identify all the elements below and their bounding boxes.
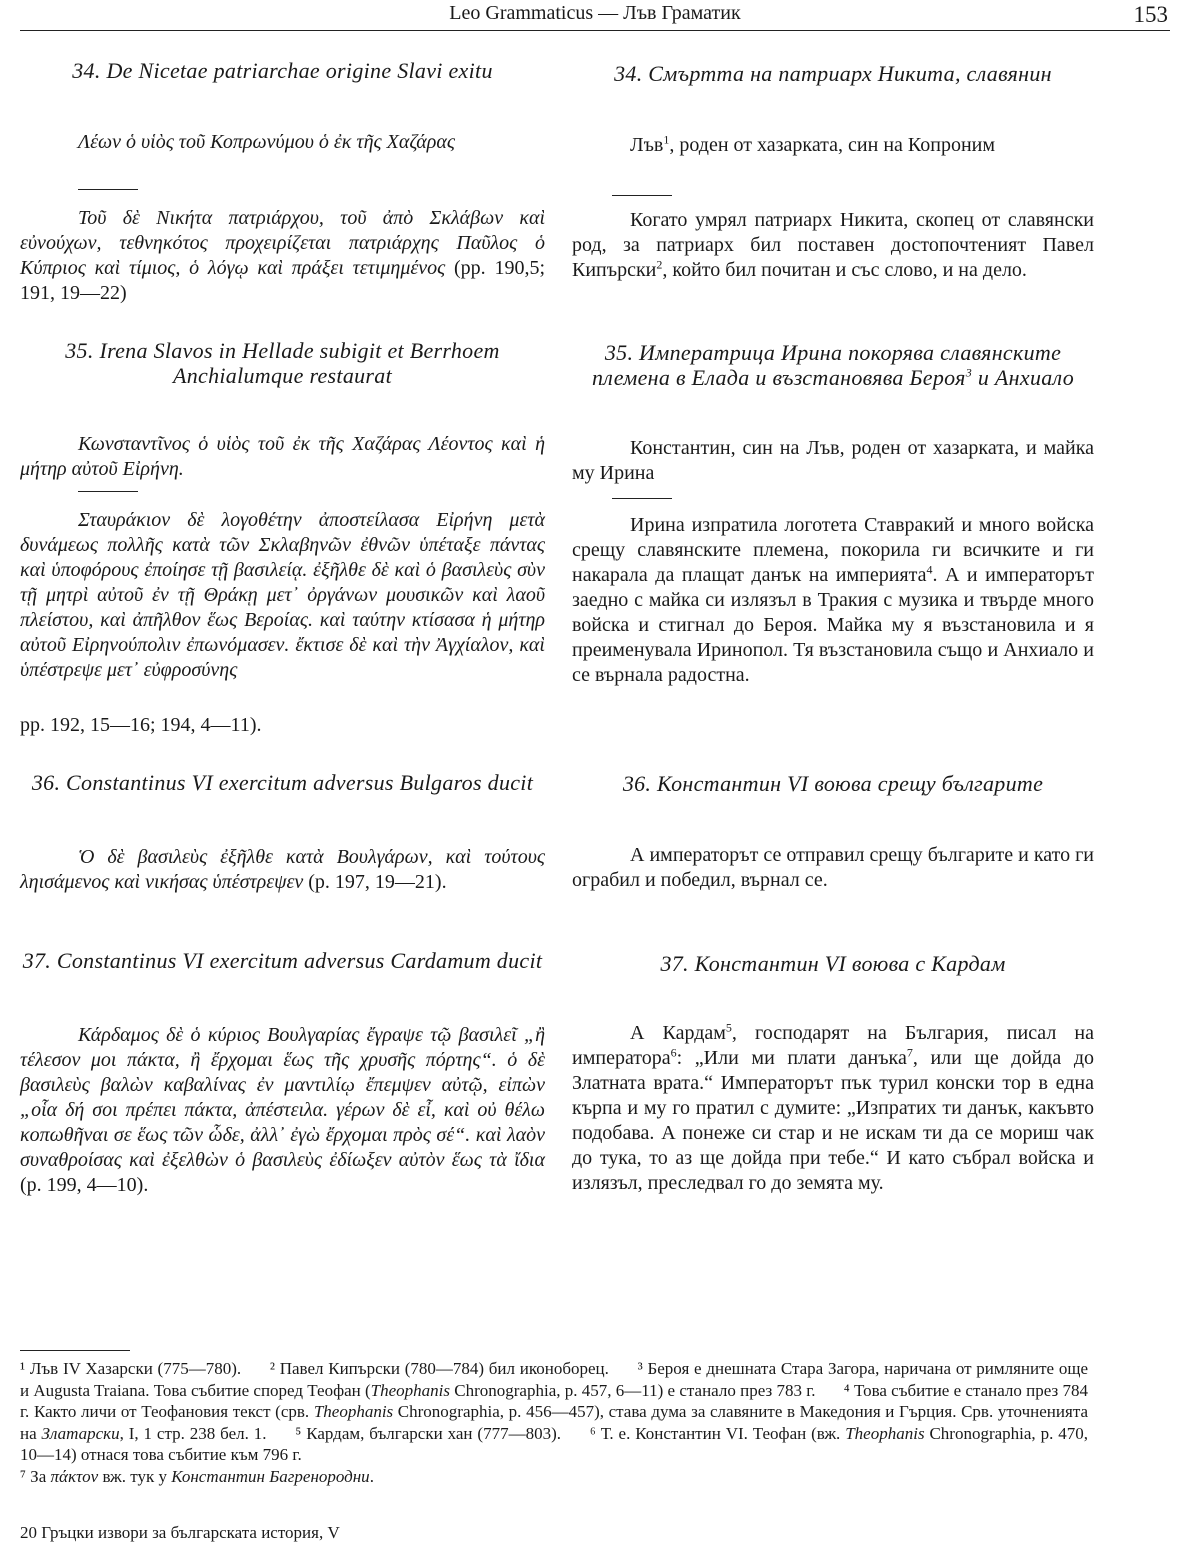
text-run: ⁶ Т. е. Константин VI. Теофан (вж.: [589, 1423, 846, 1443]
greek-text: Κάρδαμος δὲ ὁ κύριος Βουλγαρίας ἔγραψε τῷ βασιλεῖ „ἢ τέλεσον μοι πάκτα, ἢ ἔρχομαι ἕως τῆς χρυσῆς πόρτης“. ὁ δὲ βασιλεὺς βαλὼν καβαλίνας ἐν μαντιλίῳ ἔπεμψεν αὐτῷ, εἰπὼν „οἷα δή σοι πρέπει πάκτα, ἀπέστειλα. γέρων δὲ εἶ, καὶ οὐ θέλω κοπωθῆναι σε ἕως τῶν ὧδε, ἀλλ᾿ ἐγὼ ἔρχομαι πρὸς σέ“. καὶ λαὸν συναθροίσας καὶ ἐξελθὼν ὁ βασιλεὺς ἐδίωξεν αὐτὸν ἕως τὰ ἴδια: [20, 1024, 545, 1171]
footnotes: [20, 1358, 1088, 1487]
printer-signature: 20 Гръцки извори за българската история, V: [20, 1523, 340, 1542]
footnote-ref: 1: [663, 132, 670, 147]
section-34-latin-heading: 34. De Nicetae patriarchae origine Slavi exitu: [72, 58, 493, 83]
section-35-latin-heading: 35. Irena Slavos in Hellade subigit et Berrhoem Anchialumque restaurat: [65, 338, 500, 388]
footnote-5: ⁵ Кардам, български хан (777—803).: [295, 1423, 561, 1443]
text-run: Когато умрял патриарх Никита, скопец от славянски род, за патриарх бил поставен достопочтеният Павел Кипърски: [572, 209, 1094, 281]
text-run: Chronographia, p. 457, 6—11) е станало през 783 г.: [450, 1380, 816, 1400]
footnote-ref: 5: [725, 1020, 732, 1035]
footnote-ref: 4: [926, 562, 933, 577]
page-number: 153: [1133, 2, 1168, 27]
separator-rule: [612, 195, 672, 196]
section-36-bulgarian-text: А императорът се отправил срещу българите и като ги ограбил и победил, върнал се.: [572, 844, 1094, 891]
text-run: .: [369, 1466, 374, 1486]
section-35-bulgarian-heading: [572, 340, 1094, 390]
text-run: Златарски: [41, 1423, 120, 1443]
section-37-bulgarian-heading: 37. Константин VI воюва с Кардам: [660, 951, 1006, 976]
greek-text: Τοῦ δὲ Νικήτα πατριάρχου, τοῦ ἀπὸ Σκλάβων καὶ εὐνούχων, τεθνηκότος προχειρίζεται πατριάρχης Παῦλος ὁ Κύπριος καὶ τίμιος, ὁ λόγῳ καὶ πράξει τετιμημένος: [20, 207, 545, 279]
text-run: и Анхиало: [972, 365, 1075, 390]
text-run: πάκτον: [50, 1466, 99, 1486]
section-34-bulgarian-text: [572, 208, 1094, 283]
section-36-greek-text: [20, 845, 545, 895]
text-run: . А и императорът заедно с майка си излязъл в Тракия с музика и твърде много войска и стигнал до Бероя. Майка му я възстановила и я преименувала Иринопол. Тя възстановила също и Анхиало и се върнала радостна.: [572, 564, 1094, 686]
text-run: , I, 1 стр. 238 бел. 1.: [119, 1423, 267, 1443]
section-37-greek-text: [20, 1023, 545, 1198]
source-reference: (p. 197, 19—21).: [303, 871, 447, 893]
text-run: ⁷ За: [20, 1466, 51, 1486]
text-run: , или ще дойда до Златната врата.“ Императорът пък турил конски тор в една кърпа и му го пратил с думите: „Изпратих ти данък, какъвто подобава. А понеже си стар и не искам ти да се мориш чак до тука, то аз ще дойда при тебе.“ И като събрал войска и излязъл, преследвал го до земята му.: [572, 1047, 1094, 1194]
section-35-greek-lemma: Κωνσταντῖνος ὁ υἱὸς τοῦ ἐκ τῆς Χαζάρας Λέοντος καὶ ἡ μήτηρ αὐτοῦ Εἰρήνη.: [20, 433, 545, 480]
text-run: 35. Императрица Ирина покорява славянските племена в Елада и възстановява Бероя: [591, 340, 1062, 390]
text-run: , роден от хазарката, син на Копроним: [669, 134, 996, 156]
text-run: ³ Бероя е днешната Стара Загора, наричана от римляните още и Augusta Traiana. Това събитие според Теофан (: [20, 1359, 1088, 1400]
text-run: , господарят на България, писал на императора: [572, 1022, 1094, 1069]
section-36-latin-heading: 36. Constantinus VI exercitum adversus Bulgaros ducit: [31, 770, 534, 795]
section-34-bulgarian-lemma: [572, 133, 1094, 158]
section-35-bulgarian-text: [572, 513, 1094, 688]
text-run: : „Или ми плати данъка: [676, 1047, 907, 1069]
text-run: , който бил почитан и със слово, и на дело.: [662, 259, 1027, 281]
footnote-7: [20, 1467, 374, 1486]
running-title: Leo Grammaticus — Лъв Граматик: [449, 2, 741, 24]
text-run: Лъв: [630, 134, 664, 156]
section-34-bulgarian-heading: 34. Смъртта на патриарх Никита, славянин: [614, 61, 1052, 86]
running-header: [20, 0, 1170, 31]
section-35-greek-text: Σταυράκιον δὲ λογοθέτην ἀποστείλασα Εἰρήνη μετὰ δυνάμεως πολλῆς κατὰ τῶν Σκλαβηνῶν ἐθνῶν ὑπέταξε πάντας καὶ ὑποφόρους ἐποίησε τῇ βασιλείᾳ. ἐξῆλθε δὲ καὶ ὁ βασιλεὺς σὺν τῇ μητρὶ αὐτοῦ ἐν τῇ Θράκῃ μετ᾿ ὀργάνων μουσικῶν καὶ λαοῦ πλείστου, καὶ ἀπῆλθον ἕως Βεροίας. καὶ ταύτην κτίσασα ἡ μήτηρ αὐτοῦ Εἰρηνούπολιν ἐπωνόμασεν. ἔκτισε δὲ καὶ τὴν Ἀγχίαλον, καὶ ὑπέστρεψε μετ᾿ εὐφροσύνης: [20, 509, 545, 681]
text-run: ⁴ Това събитие е станало през 784 г. Както личи от Теофановия текст (срв.: [20, 1380, 1088, 1421]
footnote-ref: 7: [906, 1045, 913, 1060]
separator-rule: [78, 189, 138, 190]
text-run: Theophanis: [845, 1423, 925, 1443]
source-reference: (p. 199, 4—10).: [20, 1174, 149, 1196]
section-37-bulgarian-text: [572, 1021, 1094, 1196]
footnote-2: ² Павел Кипърски (780—784) бил иконоборец.: [269, 1359, 609, 1378]
separator-rule: [612, 498, 672, 499]
text-run: Chronographia, p. 456—457), става дума за славяните в Македония и Гърция. Срв. уточненията на: [20, 1402, 1088, 1443]
separator-rule: [78, 491, 138, 492]
greek-text: Ὁ δὲ βασιλεὺς ἐξῆλθε κατὰ Βουλγάρων, καὶ τούτους ληισάμενος καὶ νικήσας ὑπέστρεψεν: [20, 846, 545, 893]
section-36-bulgarian-heading: 36. Константин VI воюва срещу българите: [622, 771, 1044, 796]
text-run: Theophanis: [313, 1402, 394, 1421]
text-run: вж. тук у: [98, 1466, 172, 1486]
source-reference: (pp. 190,5; 191, 19—22): [20, 257, 545, 304]
text-run: Константин Багренородни: [171, 1466, 370, 1486]
section-35-bulgarian-lemma: Константин, син на Лъв, роден от хазарката, и майка му Ирина: [572, 437, 1094, 484]
text-run: А Кардам: [630, 1022, 726, 1044]
section-34-greek-text: [20, 206, 545, 306]
footnote-ref: 3: [965, 365, 973, 380]
section-35-source-reference: pp. 192, 15—16; 194, 4—11).: [20, 714, 262, 736]
footnote-ref: 2: [656, 257, 663, 272]
text-run: Chronographia, p. 470, 10—14) отнася това събитие към 796 г.: [20, 1423, 1088, 1464]
text-run: Theophanis: [370, 1380, 450, 1400]
section-34-greek-lemma: Λέων ὁ υἱὸς τοῦ Κοπρωνύμου ὁ ἐκ τῆς Χαζάρας: [78, 131, 455, 153]
section-37-latin-heading: 37. Constantinus VI exercitum adversus Cardamum ducit: [22, 948, 543, 973]
text-run: Ирина изпратила логотета Ставракий и много войска срещу славянските племена, покорила ги всичките и ги накарала да плащат данък на империята: [572, 514, 1094, 586]
footnote-rule: [20, 1350, 130, 1351]
footnote-ref: 6: [670, 1045, 677, 1060]
footnote-1: ¹ Лъв IV Хазарски (775—780).: [20, 1359, 242, 1378]
